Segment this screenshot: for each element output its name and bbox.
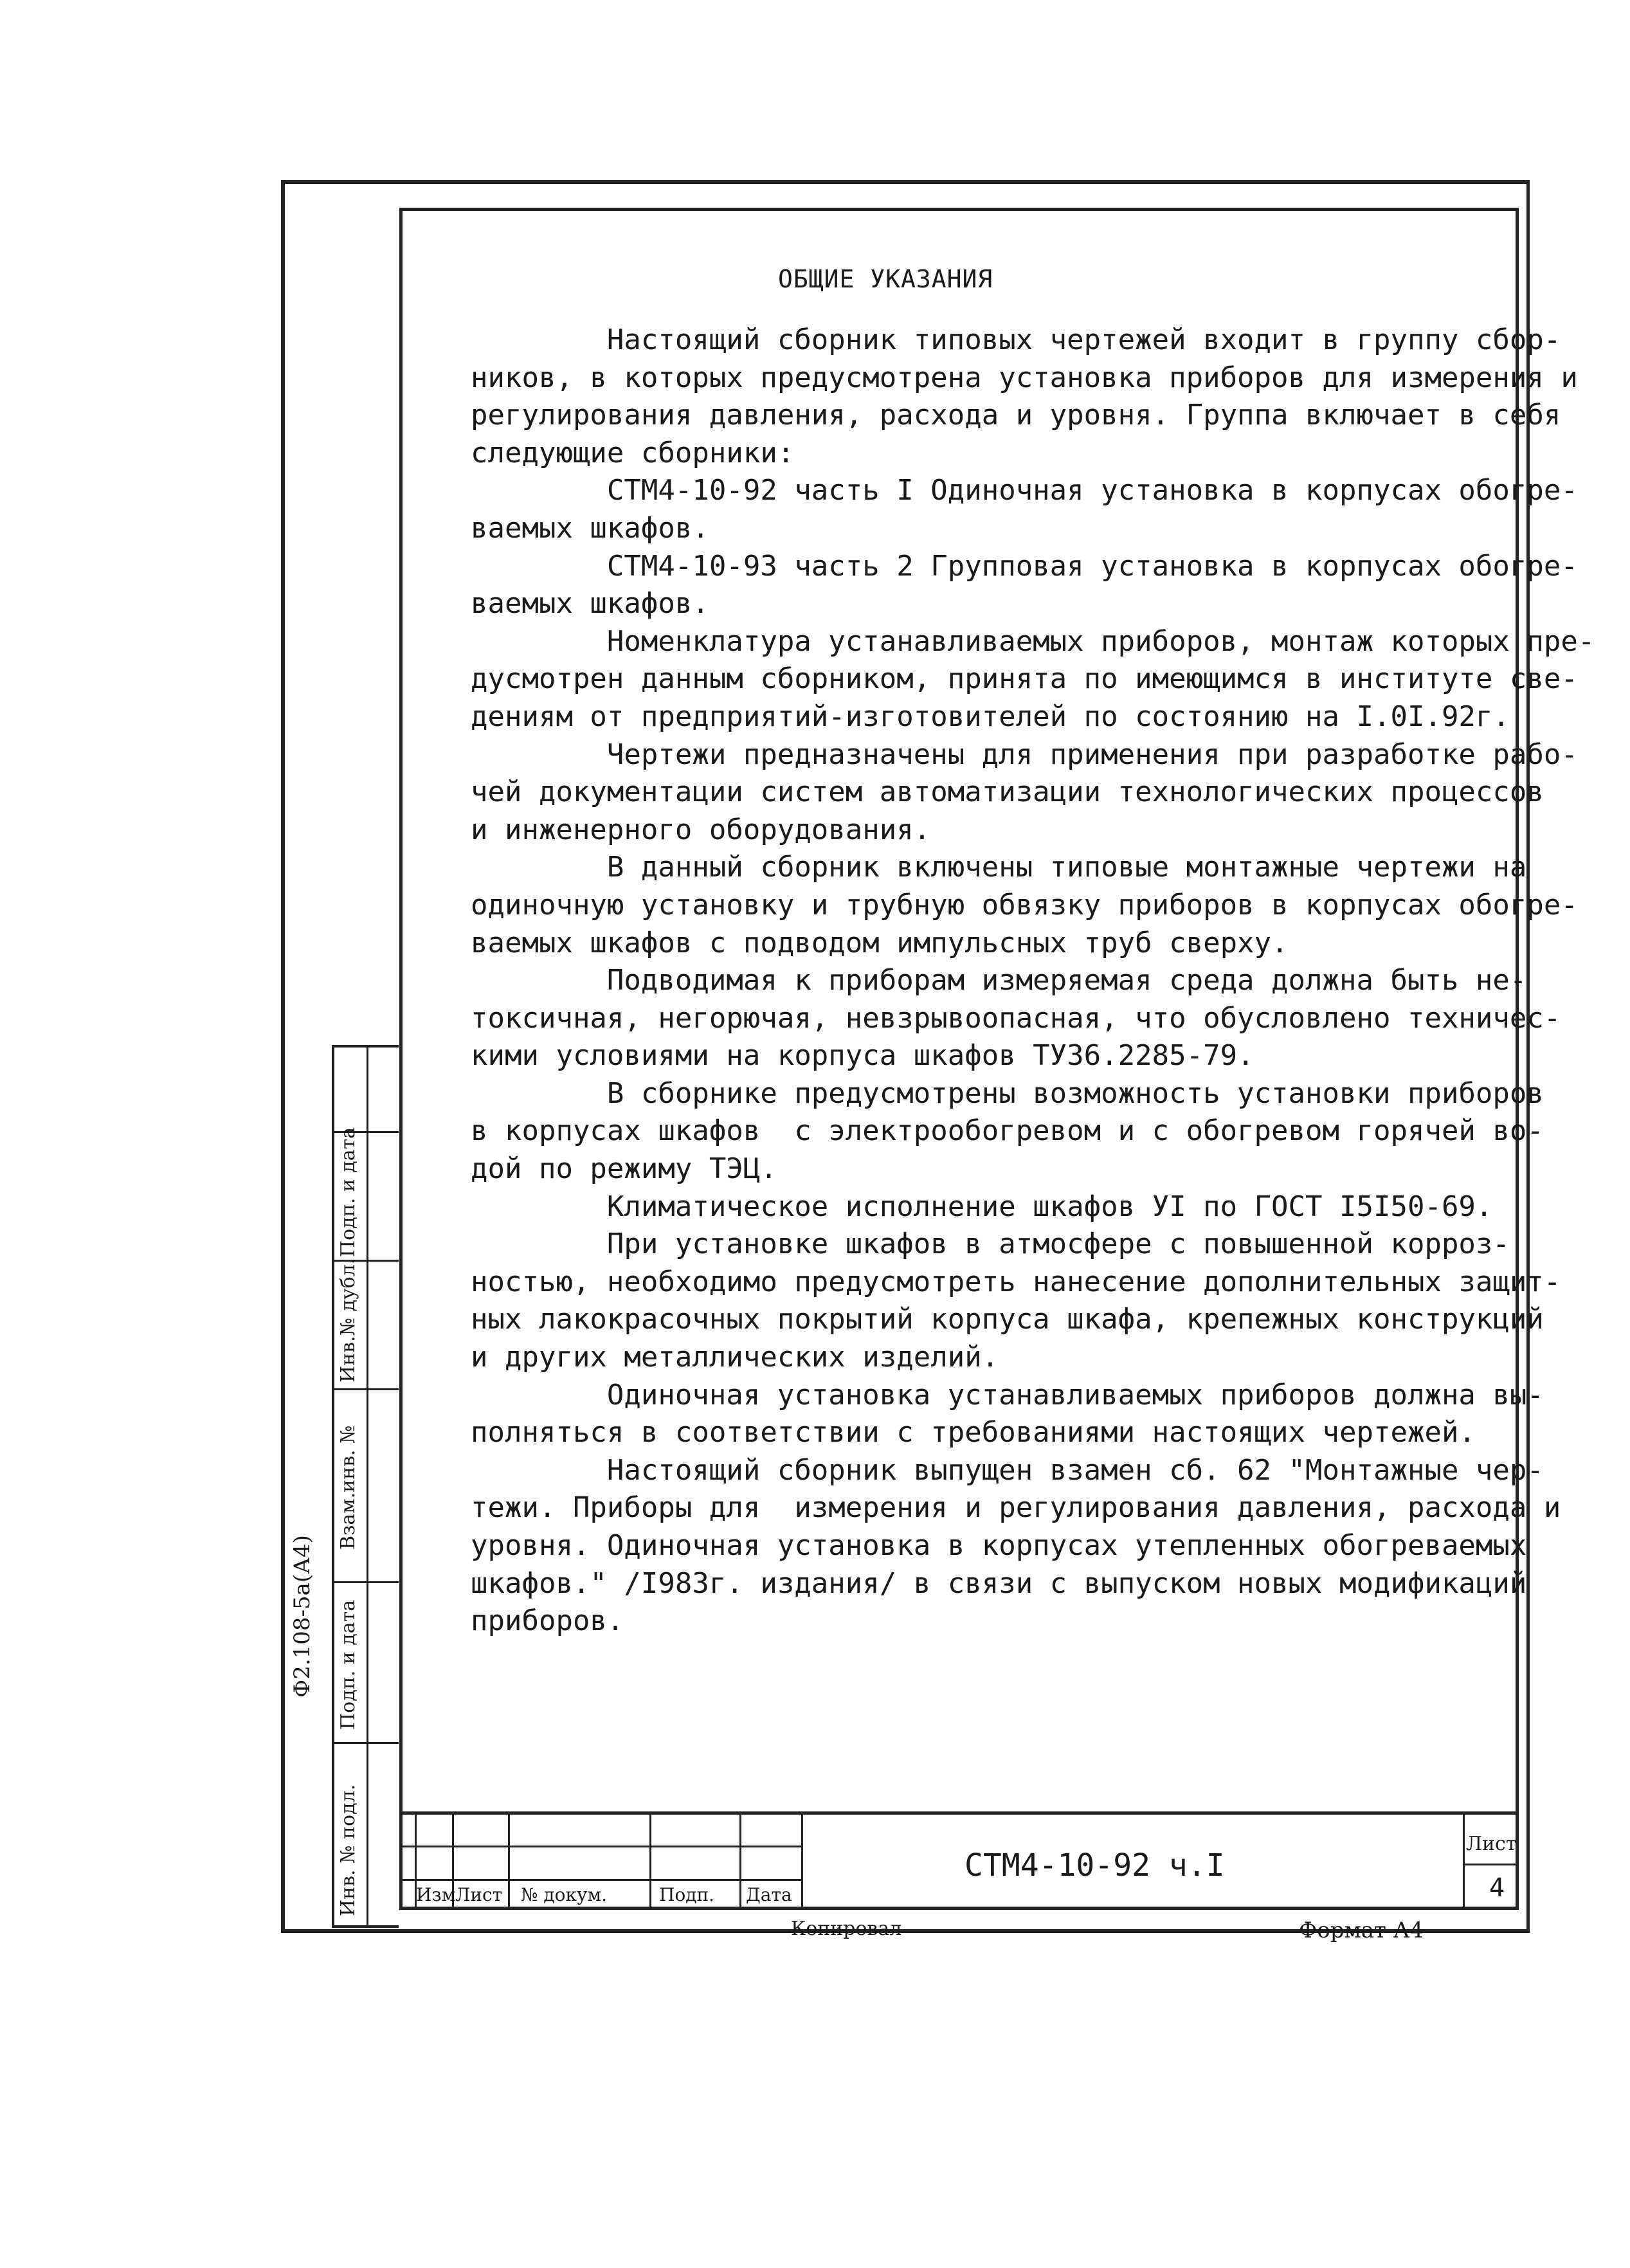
document-designation: СТМ4-10-92 ч.I	[964, 1847, 1225, 1883]
column-podp: Подп.	[659, 1884, 715, 1905]
text-line: СТМ4-10-93 часть 2 Групповая установка в корпусах обогре-	[471, 549, 1578, 583]
column-izm: Изм	[416, 1884, 456, 1905]
text-line: Номенклатура устанавливаемых приборов, монтаж которых пре-	[471, 624, 1595, 658]
text-line: одиночную установку и трубную обвязку приборов в корпусах обогре-	[471, 888, 1578, 921]
strip-label-podp-data: Подп. и дата	[337, 1599, 359, 1730]
text-line: полняться в соответствии с требованиями настоящих чертежей.	[471, 1416, 1476, 1449]
text-line: СТМ4-10-92 часть I Одиночная установка в корпусах обогре-	[471, 474, 1578, 507]
text-line: регулирования давления, расхода и уровня. Группа включает в себя	[471, 399, 1561, 432]
sheet-number: 4	[1489, 1873, 1505, 1903]
text-line: ностью, необходимо предусмотреть нанесение дополнительных защит-	[471, 1265, 1561, 1298]
text-line: дениям от предприятий-изготовителей по состоянию на I.0I.92г.	[471, 700, 1510, 733]
text-line: тежи. Приборы для измерения и регулирования давления, расхода и	[471, 1491, 1561, 1525]
text-line: В сборнике предусмотрены возможность установки приборов	[471, 1076, 1544, 1110]
text-line: токсичная, негорючая, невзрывоопасная, что обусловлено техничес-	[471, 1001, 1561, 1035]
text-line: уровня. Одиночная установка в корпусах утепленных обогреваемых	[471, 1529, 1527, 1562]
format-label: Формат А4	[1299, 1918, 1424, 1943]
text-line: Чертежи предназначены для применения при разработке рабо-	[471, 738, 1578, 771]
form-code: Ф2.108-5а(А4)	[289, 1535, 315, 1698]
text-line: в корпусах шкафов с электрообогревом и с обогревом горячей во-	[471, 1114, 1544, 1148]
strip-divider	[367, 1048, 368, 1925]
strip-separator	[334, 1742, 399, 1744]
copied-label: Копировал	[791, 1918, 902, 1940]
title-block-rule	[649, 1811, 651, 1910]
text-line: чей документации систем автоматизации технологических процессов	[471, 776, 1544, 809]
text-line: Настоящий сборник типовых чертежей входит в группу сбор-	[471, 323, 1561, 356]
text-line: Одиночная установка устанавливаемых приборов должна вы-	[471, 1378, 1544, 1411]
text-line: ников, в которых предусмотрена установка приборов для измерения и	[471, 361, 1578, 394]
text-line: и инженерного оборудования.	[471, 813, 931, 846]
text-line: дусмотрен данным сборником, принята по имеющимся в институте све-	[471, 662, 1578, 696]
page-title: ОБЩИЕ УКАЗАНИЯ	[778, 265, 993, 293]
text-line: следующие сборники:	[471, 436, 795, 469]
title-block-rule	[1463, 1811, 1465, 1910]
strip-label-vzam-inv: Взам.инв. №	[337, 1425, 359, 1550]
text-line: кими условиями на корпуса шкафов ТУ36.2285-79.	[471, 1039, 1254, 1073]
text-line: ваемых шкафов.	[471, 587, 709, 621]
strip-separator	[334, 1388, 399, 1390]
title-block-rule	[508, 1811, 510, 1910]
title-block-rule	[801, 1811, 803, 1910]
column-data: Дата	[746, 1884, 792, 1905]
text-line: Настоящий сборник выпущен взамен сб. 62 "Монтажные чер-	[471, 1453, 1544, 1487]
body-text	[471, 322, 1595, 1640]
text-line: и других металлических изделий.	[471, 1341, 999, 1374]
text-line: дой по режиму ТЭЦ.	[471, 1152, 777, 1186]
text-line: Подводимая к приборам измеряемая среда должна быть не-	[471, 964, 1527, 997]
strip-label-inv-podl: Инв. № подл.	[337, 1784, 359, 1916]
title-block-rule	[739, 1811, 741, 1910]
text-line: ных лакокрасочных покрытий корпуса шкафа, крепежных конструкций	[471, 1303, 1544, 1336]
text-line: Климатическое исполнение шкафов УI по ГОСТ I5I50-69.	[471, 1190, 1493, 1223]
strip-label-podp-data: Подп. и дата	[337, 1127, 359, 1257]
column-doc: № докум.	[521, 1884, 608, 1905]
strip-label-inv-dubl: Инв.№ дубл.	[337, 1258, 359, 1383]
text-line: шкафов." /I983г. издания/ в связи с выпуском новых модификаций	[471, 1566, 1527, 1600]
text-line: В данный сборник включены типовые монтажные чертежи на	[471, 851, 1527, 884]
text-line: ваемых шкафов с подводом импульсных труб сверху.	[471, 926, 1289, 959]
strip-separator	[334, 1581, 399, 1583]
title-block-rule	[1463, 1864, 1519, 1865]
text-line: При установке шкафов в атмосфере с повышенной корроз-	[471, 1228, 1510, 1261]
sheet-label: Лист	[1466, 1833, 1517, 1855]
column-list: Лист	[455, 1884, 503, 1905]
text-line: ваемых шкафов.	[471, 511, 709, 545]
text-line: приборов.	[471, 1604, 624, 1638]
